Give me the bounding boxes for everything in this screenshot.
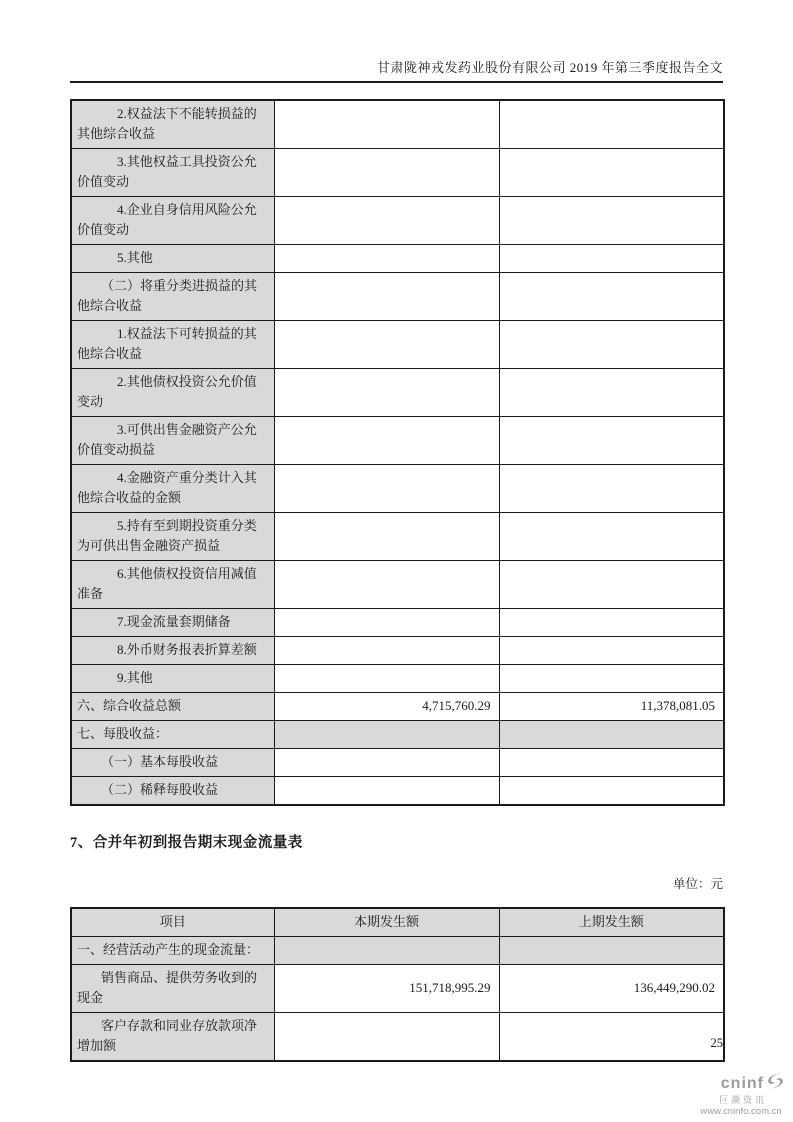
table-header-row xyxy=(71,908,724,937)
table-row xyxy=(71,197,724,245)
table-row xyxy=(71,273,724,321)
current-period-value xyxy=(274,465,499,513)
current-period-value xyxy=(274,149,499,197)
cninfo-logo-url: www.cninfo.com.cn xyxy=(700,1106,782,1118)
current-period-value xyxy=(274,513,499,561)
column-header-item: 项目 xyxy=(71,908,274,937)
current-period-value xyxy=(274,197,499,245)
prior-period-value xyxy=(499,321,724,369)
current-period-value xyxy=(274,369,499,417)
table-row xyxy=(71,1013,724,1062)
table-row xyxy=(71,100,724,149)
cash-flow-table xyxy=(70,907,725,1062)
current-period-value xyxy=(274,561,499,609)
row-label: 3.其他权益工具投资公允价值变动 xyxy=(71,149,274,197)
prior-period-value xyxy=(499,749,724,777)
prior-period-value xyxy=(499,721,724,749)
table-row xyxy=(71,777,724,806)
page-content xyxy=(70,0,723,1062)
cninfo-logo xyxy=(695,1072,787,1118)
prior-period-value xyxy=(499,197,724,245)
table-row xyxy=(71,609,724,637)
current-period-value xyxy=(274,321,499,369)
cash-flow-table-body xyxy=(71,937,724,1062)
prior-period-value xyxy=(499,665,724,693)
prior-period-value xyxy=(499,417,724,465)
current-period-value xyxy=(274,665,499,693)
row-label: 4.金融资产重分类计入其他综合收益的金额 xyxy=(71,465,274,513)
table-row xyxy=(71,693,724,721)
cninfo-logo-subtitle: 巨潮资讯 xyxy=(718,1094,767,1105)
table-row xyxy=(71,513,724,561)
prior-period-value xyxy=(499,937,724,965)
prior-period-value xyxy=(499,637,724,665)
row-label: 9.其他 xyxy=(71,665,274,693)
prior-period-value xyxy=(499,149,724,197)
table-row xyxy=(71,149,724,197)
prior-period-value xyxy=(499,100,724,149)
row-label: 七、每股收益： xyxy=(71,721,274,749)
current-period-value xyxy=(274,100,499,149)
table-row xyxy=(71,721,724,749)
current-period-value xyxy=(274,273,499,321)
column-header-prior-period: 上期发生额 xyxy=(499,908,724,937)
prior-period-value: 11,378,081.05 xyxy=(499,693,724,721)
table-row xyxy=(71,321,724,369)
row-label: 1.权益法下可转损益的其他综合收益 xyxy=(71,321,274,369)
row-label: （二）稀释每股收益 xyxy=(71,777,274,806)
row-label: 客户存款和同业存放款项净增加额 xyxy=(71,1013,274,1062)
prior-period-value xyxy=(499,1013,724,1062)
comprehensive-income-table-body xyxy=(71,100,724,805)
row-label: 2.其他债权投资公允价值变动 xyxy=(71,369,274,417)
prior-period-value xyxy=(499,369,724,417)
section-title: 7、合并年初到报告期末现金流量表 xyxy=(70,835,303,851)
prior-period-value xyxy=(499,513,724,561)
row-label: 2.权益法下不能转损益的其他综合收益 xyxy=(71,100,274,149)
document-header xyxy=(70,0,723,83)
row-label: （一）基本每股收益 xyxy=(71,749,274,777)
current-period-value xyxy=(274,777,499,806)
row-label: 销售商品、提供劳务收到的现金 xyxy=(71,965,274,1013)
current-period-value xyxy=(274,937,499,965)
table-row xyxy=(71,749,724,777)
table-row xyxy=(71,665,724,693)
current-period-value xyxy=(274,637,499,665)
row-label: 5.其他 xyxy=(71,245,274,273)
prior-period-value xyxy=(499,609,724,637)
row-label: 六、综合收益总额 xyxy=(71,693,274,721)
row-label: 8.外币财务报表折算差额 xyxy=(71,637,274,665)
row-label: 7.现金流量套期储备 xyxy=(71,609,274,637)
table-row xyxy=(71,937,724,965)
document-title: 甘肃陇神戎发药业股份有限公司 2019 年第三季度报告全文 xyxy=(376,60,723,75)
page-number: 25 xyxy=(710,1036,723,1050)
unit-label: 单位：元 xyxy=(672,877,723,891)
cninfo-swirl-icon xyxy=(766,1072,785,1095)
cninfo-logo-brand: cninf xyxy=(720,1074,764,1092)
current-period-value xyxy=(274,609,499,637)
table-row xyxy=(71,637,724,665)
row-label: 3.可供出售金融资产公允价值变动损益 xyxy=(71,417,274,465)
column-header-current-period: 本期发生额 xyxy=(274,908,499,937)
comprehensive-income-table xyxy=(70,99,725,806)
prior-period-value: 136,449,290.02 xyxy=(499,965,724,1013)
current-period-value xyxy=(274,417,499,465)
prior-period-value xyxy=(499,561,724,609)
table-row xyxy=(71,245,724,273)
prior-period-value xyxy=(499,465,724,513)
table-row xyxy=(71,417,724,465)
table-row xyxy=(71,465,724,513)
prior-period-value xyxy=(499,245,724,273)
current-period-value xyxy=(274,749,499,777)
table-row xyxy=(71,369,724,417)
row-label: 6.其他债权投资信用减值准备 xyxy=(71,561,274,609)
row-label: 4.企业自身信用风险公允价值变动 xyxy=(71,197,274,245)
row-label: 5.持有至到期投资重分类为可供出售金融资产损益 xyxy=(71,513,274,561)
prior-period-value xyxy=(499,777,724,806)
prior-period-value xyxy=(499,273,724,321)
current-period-value: 4,715,760.29 xyxy=(274,693,499,721)
current-period-value xyxy=(274,245,499,273)
current-period-value xyxy=(274,721,499,749)
row-label: 一、经营活动产生的现金流量： xyxy=(71,937,274,965)
table-row xyxy=(71,965,724,1013)
row-label: （二）将重分类进损益的其他综合收益 xyxy=(71,273,274,321)
table-row xyxy=(71,561,724,609)
current-period-value: 151,718,995.29 xyxy=(274,965,499,1013)
current-period-value xyxy=(274,1013,499,1062)
